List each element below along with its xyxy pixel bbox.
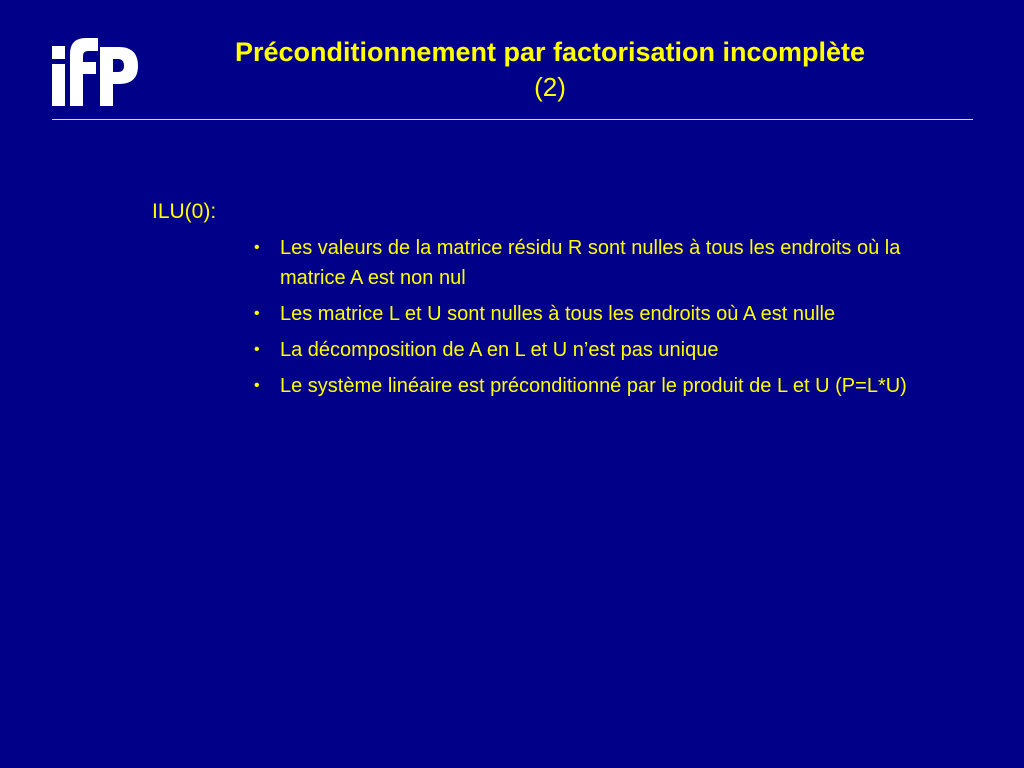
bullet-item (252, 233, 942, 293)
bullet-text: La décomposition de A en L et U n’est pas unique (280, 339, 719, 361)
bullet-item (252, 299, 942, 329)
bullet-text: Le système linéaire est préconditionné par le produit de L et U (P=L*U) (280, 375, 907, 397)
bullet-item (252, 371, 942, 401)
title-divider (52, 119, 973, 120)
bullet-dot-icon: • (254, 377, 260, 394)
bullet-text: Les matrice L et U sont nulles à tous les endroits où A est nulle (280, 303, 836, 325)
bullet-dot-icon: • (254, 341, 260, 358)
bullet-dot-icon: • (254, 305, 260, 322)
slide-title-line1: Préconditionnement par factorisation incomplète (234, 37, 866, 67)
ifp-logo (50, 34, 140, 108)
bullet-list (252, 233, 942, 407)
bullet-item (252, 335, 942, 365)
bullet-dot-icon: • (254, 239, 260, 256)
slide-title-line2: (2) (534, 72, 566, 102)
slide-title (145, 34, 955, 104)
section-heading: ILU(0): (152, 200, 217, 223)
bullet-text: Les valeurs de la matrice résidu R sont nulles à tous les endroits où la matrice A est non nul (280, 237, 901, 289)
